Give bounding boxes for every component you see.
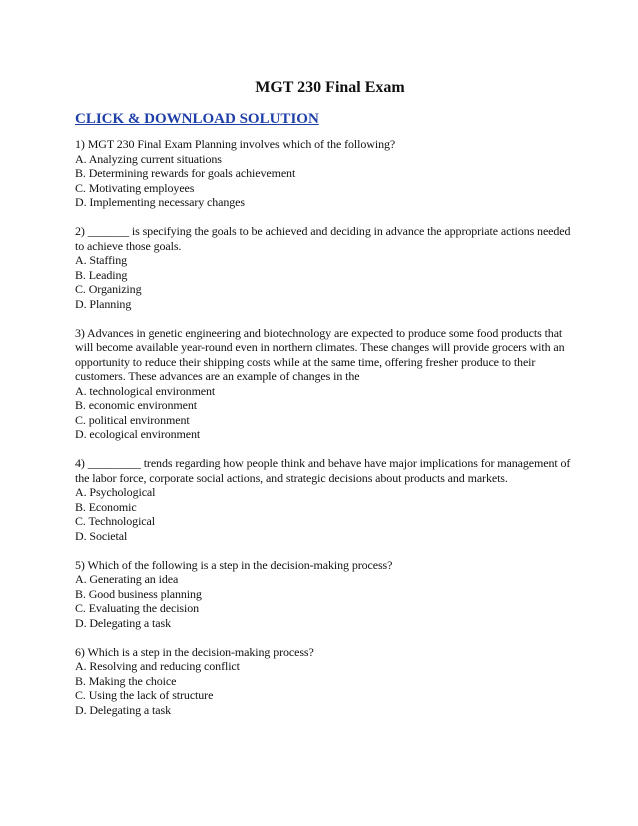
answer-option: C. political environment (75, 412, 190, 427)
question-2 (75, 224, 575, 311)
answer-option: B. economic environment (75, 398, 198, 412)
answer-option: A. Psychological (75, 485, 156, 499)
question-3 (75, 326, 575, 442)
question-1 (75, 137, 575, 210)
answer-option: A. Resolving and reducing conflict (75, 659, 240, 673)
answer-option: D. Planning (75, 296, 132, 311)
answer-option: D. Delegating a task (75, 615, 171, 630)
answer-option: C. Using the lack of structure (75, 688, 214, 702)
answer-option: D. Implementing necessary changes (75, 195, 245, 209)
answer-option: B. Good business planning (75, 586, 202, 601)
answer-option: D. Societal (75, 528, 128, 543)
answer-option: A. Generating an idea (75, 572, 179, 586)
answer-option: C. Organizing (75, 282, 142, 296)
answer-option: A. Analyzing current situations (75, 151, 222, 166)
answer-option: B. Economic (75, 499, 137, 514)
question-text: 6) Which is a step in the decision-making process? (75, 644, 314, 659)
answer-option: A. technological environment (75, 383, 216, 398)
question-text: 3) Advances in genetic engineering and biotechnology are expected to produce some food products that will become available year-round even in northern climates. These changes will provide grocers with an opportunity to reduce their shipping costs while at the same time, offering fresher produce to their customers. These advances are an example of changes in the (75, 325, 565, 383)
answer-option: D. ecological environment (75, 427, 201, 441)
question-5 (75, 558, 575, 631)
page-title: MGT 230 Final Exam (255, 79, 405, 96)
question-text: 1) MGT 230 Final Exam Planning involves which of the following? (75, 137, 396, 151)
answer-option: A. Staffing (75, 253, 128, 267)
question-4 (75, 456, 575, 543)
question-text: 5) Which of the following is a step in the decision-making process? (75, 557, 393, 572)
question-text: 4) _________ trends regarding how people think and behave have major implications for management of the labor force, corporate social actions, and strategic decisions about products and markets. (75, 456, 571, 485)
answer-option: B. Determining rewards for goals achievement (75, 166, 296, 180)
question-6 (75, 645, 575, 718)
answer-option: C. Motivating employees (75, 180, 195, 195)
answer-option: C. Technological (75, 514, 155, 528)
download-solution-link[interactable]: CLICK & DOWNLOAD SOLUTION (75, 111, 319, 127)
answer-option: C. Evaluating the decision (75, 601, 200, 615)
answer-option: D. Delegating a task (75, 702, 171, 717)
answer-option: B. Leading (75, 267, 128, 282)
answer-option: B. Making the choice (75, 673, 177, 688)
question-text: 2) _______ is specifying the goals to be achieved and deciding in advance the appropriate actions needed to achieve those goals. (75, 224, 571, 253)
document-page (75, 78, 575, 732)
